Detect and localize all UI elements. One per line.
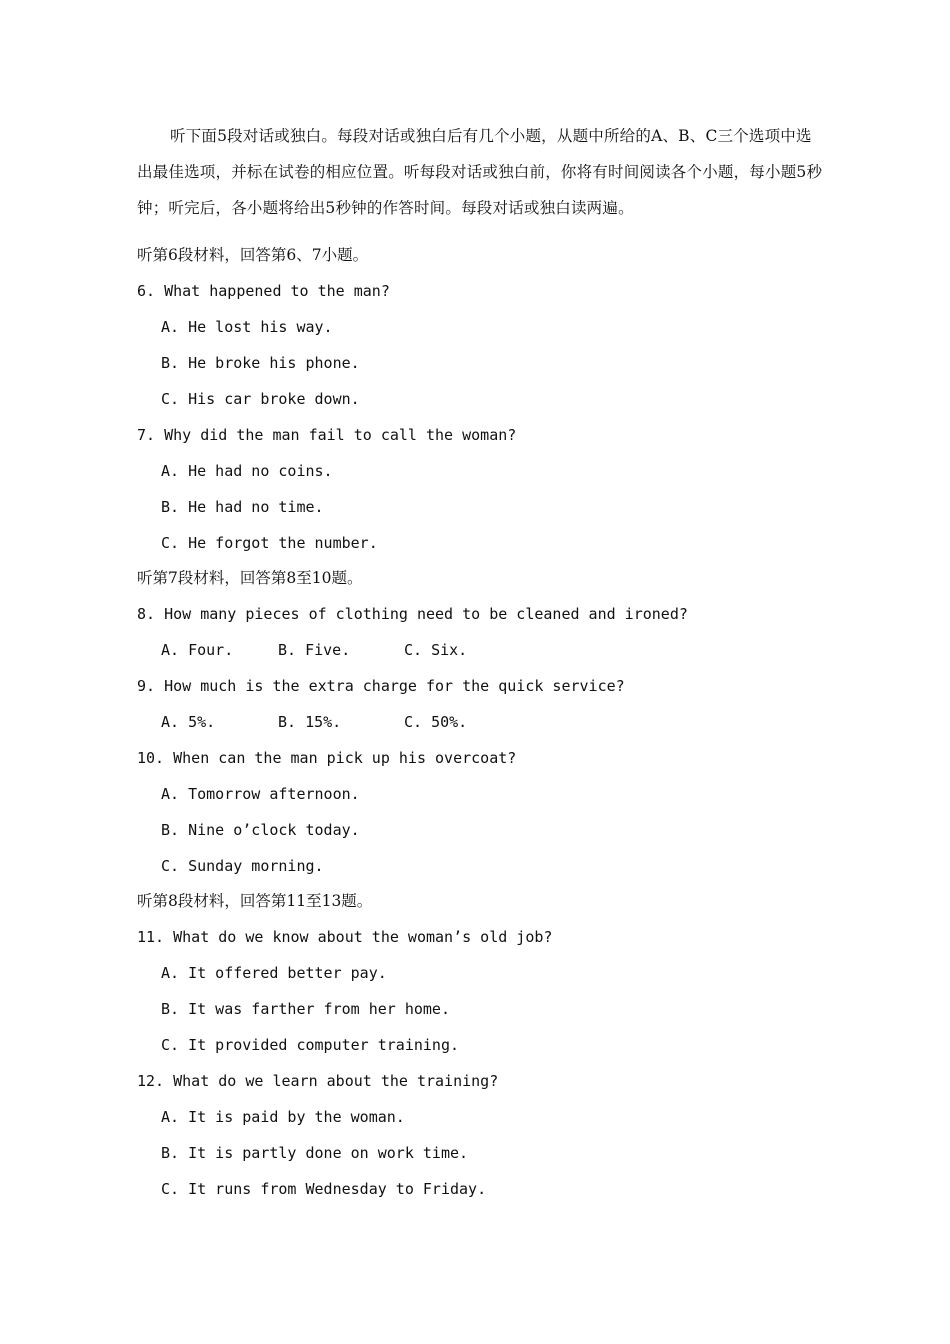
section-header: 听第6段材料，回答第6、7小题。 xyxy=(137,246,369,264)
question-12: 12. What do we learn about the training? xyxy=(137,1072,499,1090)
question-11-option-c: C. It provided computer training. xyxy=(161,1036,460,1054)
question-10-option-a: A. Tomorrow afternoon. xyxy=(161,785,360,803)
question-6-option-a: A. He lost his way. xyxy=(161,318,333,336)
question-11-option-b: B. It was farther from her home. xyxy=(161,1000,450,1018)
question-9: 9. How much is the extra charge for the quick service? xyxy=(137,677,625,695)
question-9-options xyxy=(161,704,561,740)
question-6-option-c: C. His car broke down. xyxy=(161,390,360,408)
question-10-option-c: C. Sunday morning. xyxy=(161,857,324,875)
instructions-paragraph: 听下面5段对话或独白。每段对话或独白后有几个小题，从题中所给的A、B、C三个选项中选出最佳选项，并标在试卷的相应位置。听每段对话或独白前，你将有时间阅读各个小题，每小题5秒钟；听完后，各小题将给出5秒钟的作答时间。每段对话或独白读两遍。 xyxy=(137,127,823,217)
question-11: 11. What do we know about the woman’s old job? xyxy=(137,928,553,946)
question-9-option-b: B. 15%. xyxy=(278,713,342,731)
question-8-option-a: A. Four. xyxy=(161,641,234,659)
question-7-option-a: A. He had no coins. xyxy=(161,462,333,480)
question-9-option-a: A. 5%. xyxy=(161,713,216,731)
question-10-option-b: B. Nine o’clock today. xyxy=(161,821,360,839)
question-8-options xyxy=(161,632,561,668)
question-9-option-c: C. 50%. xyxy=(404,713,468,731)
section-header: 听第8段材料，回答第11至13题。 xyxy=(137,892,373,910)
question-8-option-c: C. Six. xyxy=(404,641,468,659)
question-6: 6. What happened to the man? xyxy=(137,282,390,300)
question-11-option-a: A. It offered better pay. xyxy=(161,964,387,982)
question-12-option-c: C. It runs from Wednesday to Friday. xyxy=(161,1180,487,1198)
question-8: 8. How many pieces of clothing need to be cleaned and ironed? xyxy=(137,605,688,623)
question-6-option-b: B. He broke his phone. xyxy=(161,354,360,372)
question-7-option-b: B. He had no time. xyxy=(161,498,324,516)
question-12-option-a: A. It is paid by the woman. xyxy=(161,1108,405,1126)
question-7-option-c: C. He forgot the number. xyxy=(161,534,378,552)
question-8-option-b: B. Five. xyxy=(278,641,351,659)
question-10: 10. When can the man pick up his overcoat? xyxy=(137,749,517,767)
question-7: 7. Why did the man fail to call the woman? xyxy=(137,426,517,444)
question-12-option-b: B. It is partly done on work time. xyxy=(161,1144,469,1162)
section-header: 听第7段材料，回答第8至10题。 xyxy=(137,569,363,587)
